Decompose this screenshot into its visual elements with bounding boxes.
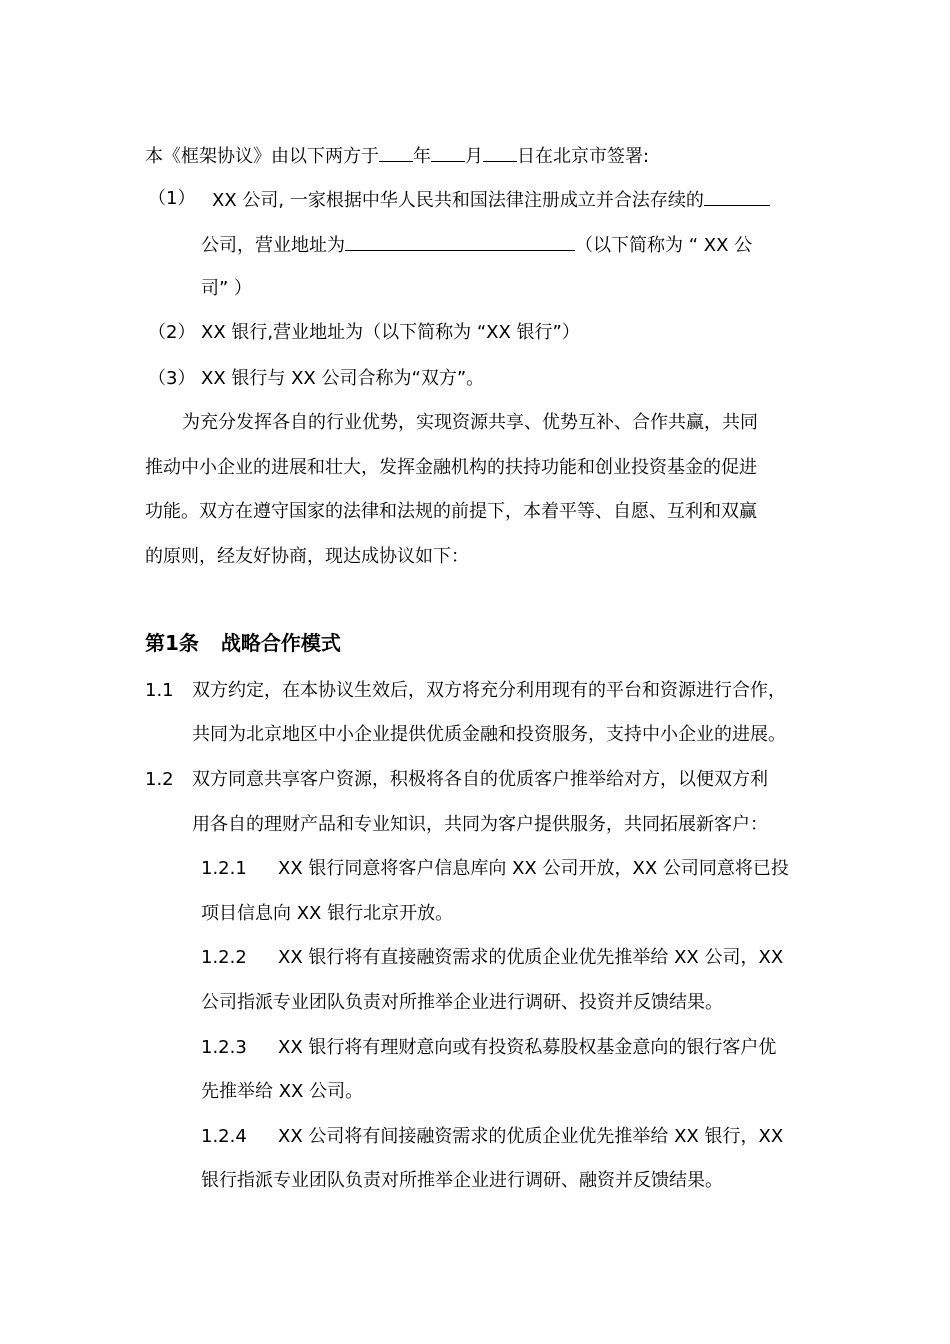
clause-1-1-line-2: 共同为北京地区中小企业提供优质金融和投资服务，支持中小企业的进展。 (192, 724, 786, 745)
clause-1-2-3-line-2: 先推举给 XX 公司。 (201, 1081, 364, 1102)
clause-1-2-1-number: 1.2.1 (201, 858, 247, 879)
day-blank (483, 143, 517, 162)
party-1-line-2 (201, 232, 752, 258)
article-1-heading (145, 629, 341, 657)
month-blank (431, 143, 465, 162)
party-3-number: （3） (148, 368, 196, 389)
party-1-text-b: 公司，营业地址为 (201, 235, 345, 256)
party-3-text: XX 银行与 XX 公司合称为“双方”。 (201, 368, 485, 389)
party-1-number: （1） (148, 188, 196, 209)
intro-line-1: 为充分发挥各自的行业优势，实现资源共享、优势互补、合作共赢，共同 (182, 412, 758, 433)
party-1-text-c: （以下简称为 “ XX 公 (575, 235, 753, 256)
party-2-number: （2） (148, 322, 196, 343)
clause-1-2-2-line-1: XX 银行将有直接融资需求的优质企业优先推举给 XX 公司，XX (278, 947, 784, 968)
clause-1-2-2-line-2: 公司指派专业团队负责对所推举企业进行调研、投资并反馈结果。 (201, 992, 723, 1013)
clause-1-2-1-line-2: 项目信息向 XX 银行北京开放。 (201, 903, 454, 924)
clause-1-2-number: 1.2 (145, 769, 174, 790)
intro-line-2: 推动中小企业的进展和壮大，发挥金融机构的扶持功能和创业投资基金的促进 (145, 457, 757, 478)
intro-line-4: 的原则，经友好协商，现达成协议如下： (145, 546, 469, 567)
clause-1-2-4-number: 1.2.4 (201, 1126, 247, 1147)
party-1-line-1 (212, 187, 770, 213)
preamble-text-4: 日在北京市签署: (517, 146, 650, 167)
clause-1-2-3-number: 1.2.3 (201, 1037, 247, 1058)
preamble-line (145, 143, 649, 169)
clause-1-2-3-line-1: XX 银行将有理财意向或有投资私募股权基金意向的银行客户优 (278, 1037, 777, 1058)
party-2-text: XX 银行,营业地址为（以下简称为 “XX 银行”） (201, 322, 580, 343)
clause-1-2-2-number: 1.2.2 (201, 947, 247, 968)
clause-1-1-line-1: 双方约定，在本协议生效后，双方将充分利用现有的平台和资源进行合作， (192, 680, 786, 701)
clause-1-1-number: 1.1 (145, 680, 174, 701)
address-blank (345, 232, 575, 251)
clause-1-2-line-1: 双方同意共享客户资源，积极将各自的优质客户推举给对方，以便双方利 (192, 769, 768, 790)
article-1-number: 第1条 (145, 631, 199, 655)
clause-1-2-1-line-1: XX 银行同意将客户信息库向 XX 公司开放，XX 公司同意将已投 (278, 858, 789, 879)
clause-1-2-4-line-1: XX 公司将有间接融资需求的优质企业优先推举给 XX 银行，XX (278, 1126, 784, 1147)
party-1-text-a: XX 公司, 一家根据中华人民共和国法律注册成立并合法存续的 (212, 190, 704, 211)
intro-line-3: 功能。双方在遵守国家的法律和法规的前提下，本着平等、自愿、互利和双赢 (145, 501, 757, 522)
company-type-blank (704, 187, 770, 206)
clause-1-2-4-line-2: 银行指派专业团队负责对所推举企业进行调研、融资并反馈结果。 (201, 1170, 723, 1191)
party-1-line-3: 司” ） (201, 278, 253, 299)
preamble-text-3: 月 (465, 146, 483, 167)
year-blank (379, 143, 413, 162)
clause-1-2-line-2: 用各自的理财产品和专业知识，共同为客户提供服务，共同拓展新客户： (192, 814, 768, 835)
article-1-title: 战略合作模式 (220, 631, 341, 655)
preamble-text-1: 本《框架协议》由以下两方于 (145, 146, 379, 167)
preamble-text-2: 年 (413, 146, 431, 167)
